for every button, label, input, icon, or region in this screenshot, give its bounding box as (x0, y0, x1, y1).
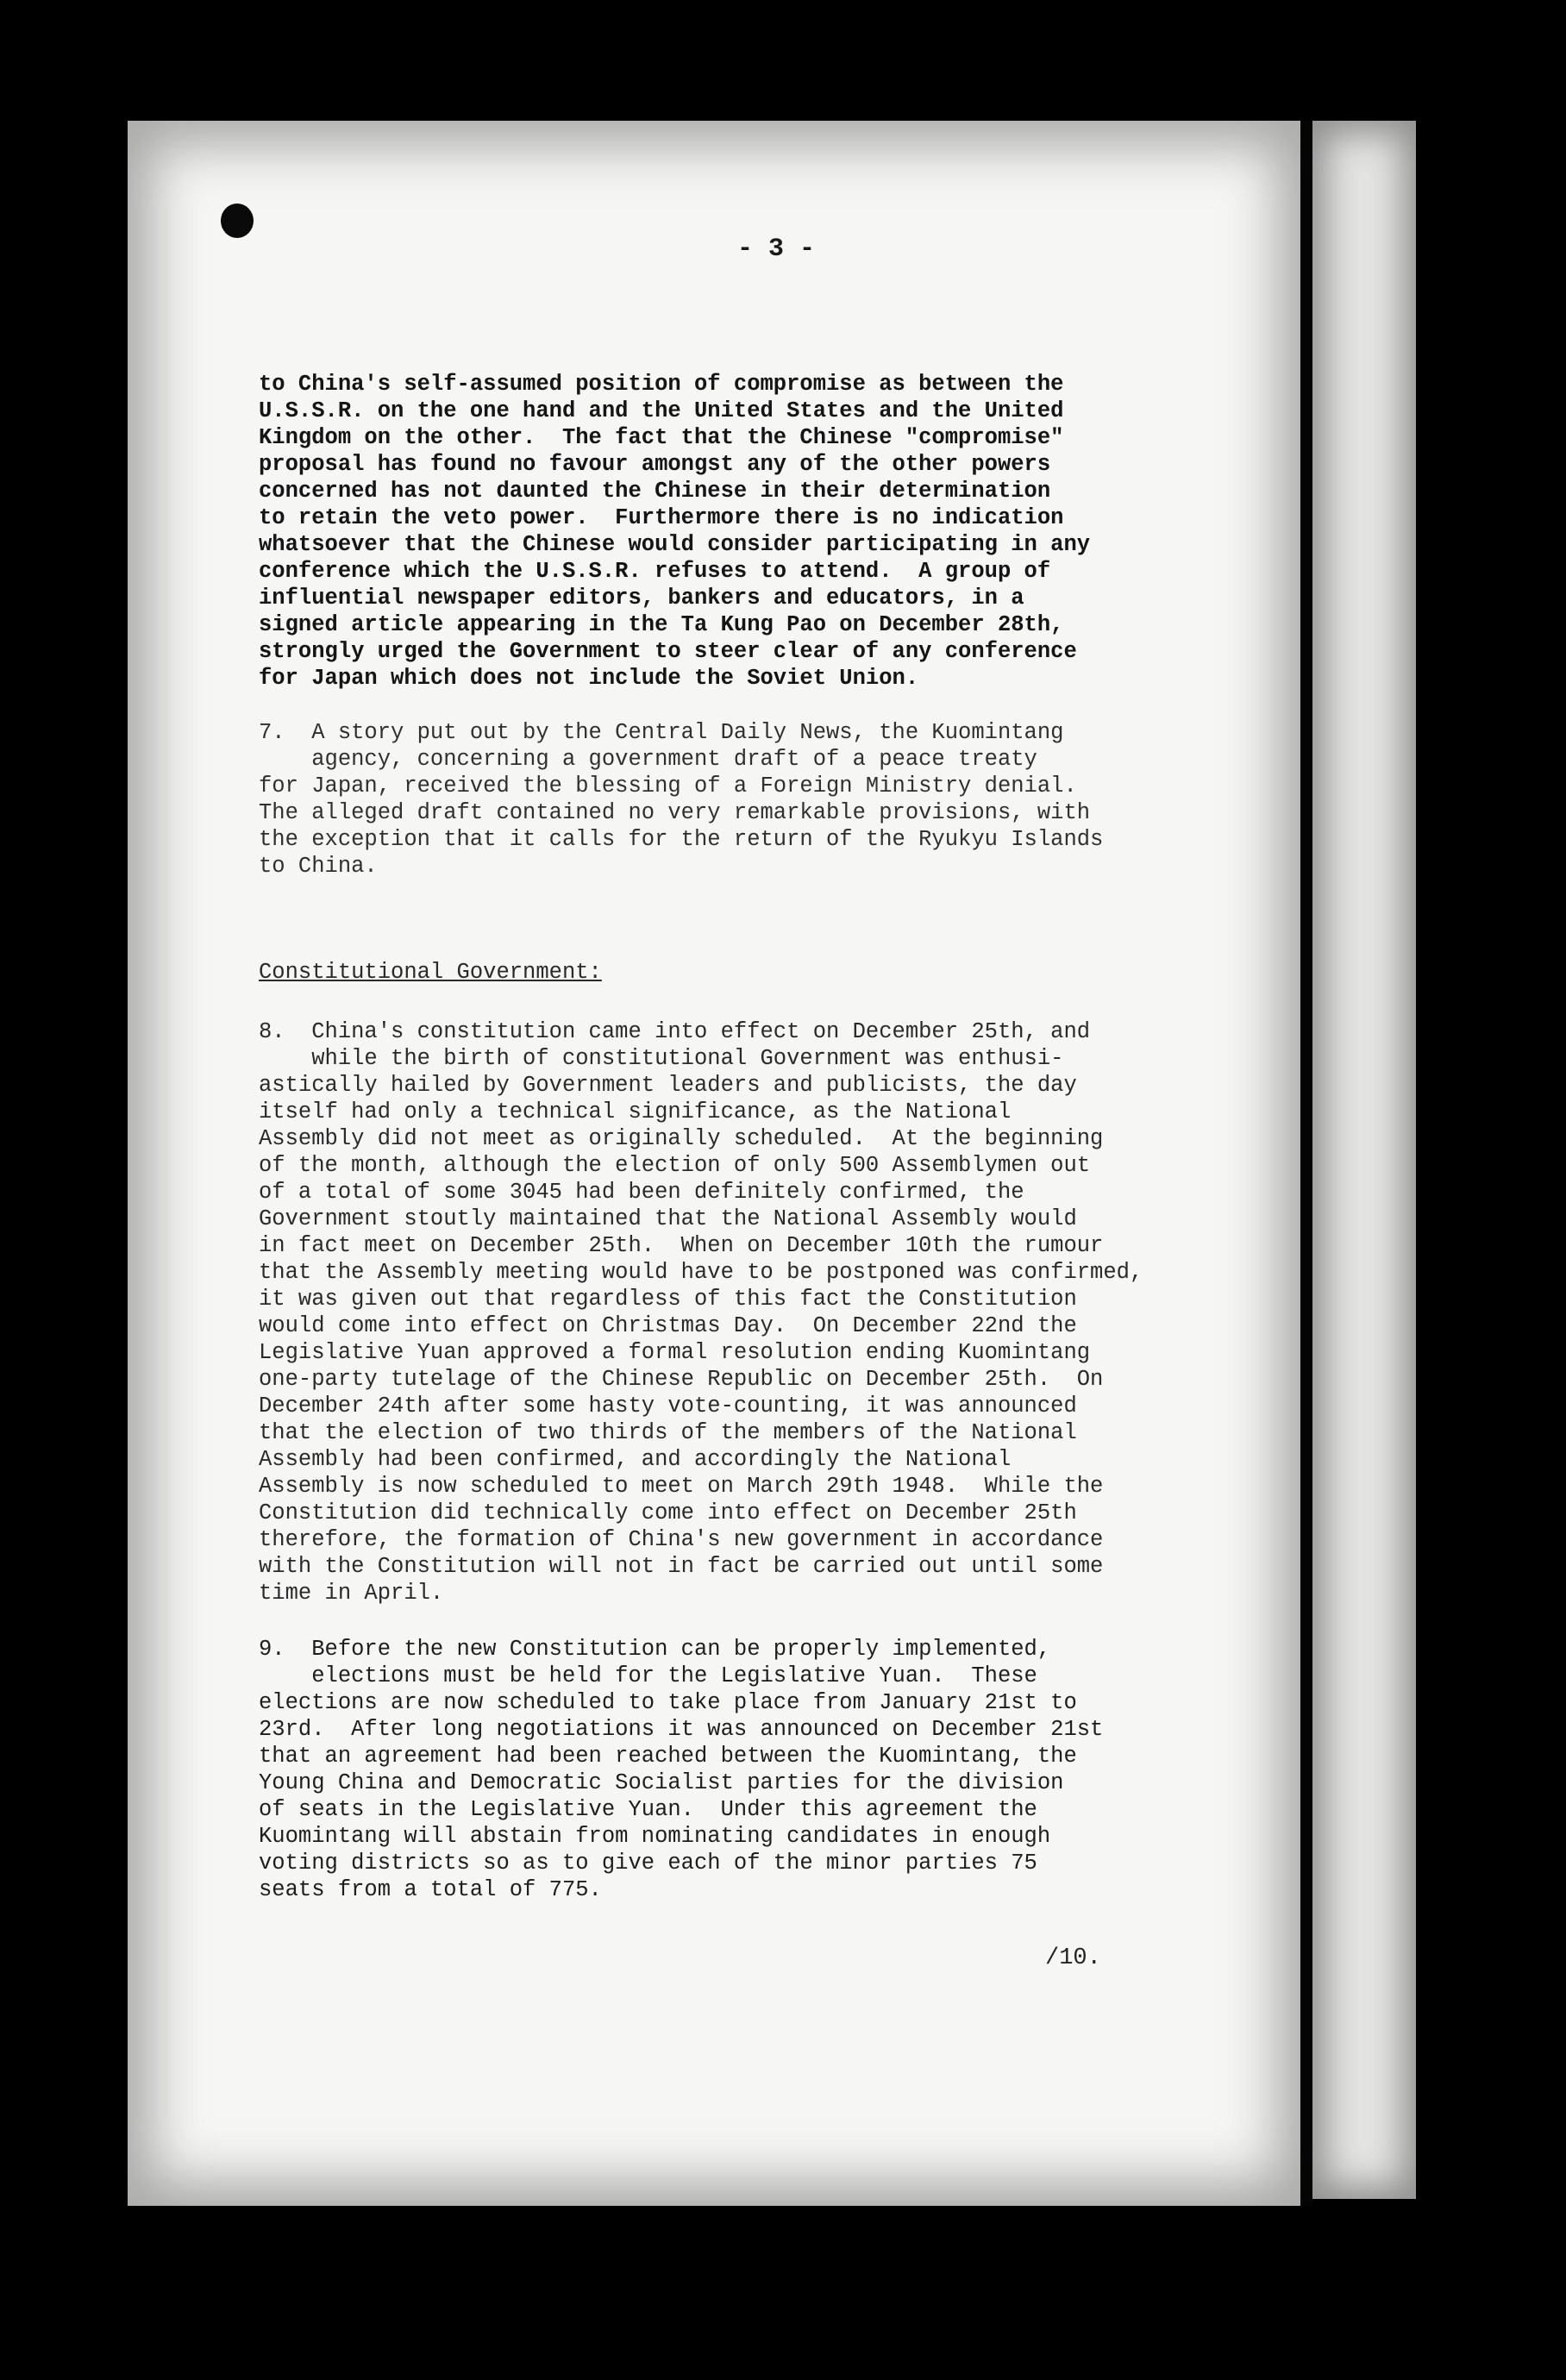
paragraph-8: 8. China's constitution came into effect on December 25th, and while the birth of constitutional Government was enthusi- astically hailed by Government leaders and publicists, the day itself had only a technical significance, as the National Assembly did not meet as originally scheduled. At the beginning of the month, although the election of only 500 Assemblymen out of a total of some 3045 had been definitely confirmed, the Government stoutly maintained that the National Assembly would in fact meet on December 25th. When on December 10th the rumour that the Assembly meeting would have to be postponed was confirmed, it was given out that regardless of this fact the Constitution would come into effect on Christmas Day. On December 22nd the Legislative Yuan approved a formal resolution ending Kuomintang one-party tutelage of the Chinese Republic on December 25th. On December 24th after some hasty vote-counting, it was announced that the election of two thirds of the members of the National Assembly had been confirmed, and accordingly the National Assembly is now scheduled to meet on March 29th 1948. While the Constitution did technically come into effect on December 25th therefore, the formation of China's new government in accordance with the Constitution will not in fact be carried out until some time in April. (259, 1019, 1143, 1606)
paragraph-9: 9. Before the new Constitution can be properly implemented, elections must be held for the Legislative Yuan. These elections are now scheduled to take place from January 21st to 23rd. After long negotiations it was announced on December 21st that an agreement had been reached between the Kuomintang, the Young China and Democratic Socialist parties for the division of seats in the Legislative Yuan. Under this agreement the Kuomintang will abstain from nominating candidates in enough voting districts so as to give each of the minor parties 75 seats from a total of 775. (259, 1637, 1104, 1902)
section-heading-constitutional-government: Constitutional Government: (259, 960, 602, 985)
page-number: - 3 - (736, 235, 815, 264)
document-body (259, 371, 1302, 1903)
adjacent-page-edge (1312, 121, 1416, 2199)
page-divider (1300, 121, 1312, 2206)
punch-hole-mark (221, 204, 254, 238)
paragraph-7: 7. A story put out by the Central Daily News, the Kuomintang agency, concerning a government draft of a peace treaty for Japan, received the blessing of a Foreign Ministry denial. The alleged draft contained no very remarkable provisions, with the exception that it calls for the return of the Ryukyu Islands to China. (259, 720, 1104, 879)
paragraph-6-continued: to China's self-assumed position of compromise as between the U.S.S.R. on the one hand and the United States and the United Kingdom on the other. The fact that the Chinese "compromise" proposal has found no favour amongst any of the other powers concerned has not daunted the Chinese in their determination to retain the veto power. Furthermore there is no indication whatsoever that the Chinese would consider participating in any conference which the U.S.S.R. refuses to attend. A group of influential newspaper editors, bankers and educators, in a signed article appearing in the Ta Kung Pao on December 28th, strongly urged the Government to steer clear of any conference for Japan which does not include the Soviet Union. (259, 372, 1091, 691)
continuation-mark: /10. (1045, 1945, 1101, 1971)
